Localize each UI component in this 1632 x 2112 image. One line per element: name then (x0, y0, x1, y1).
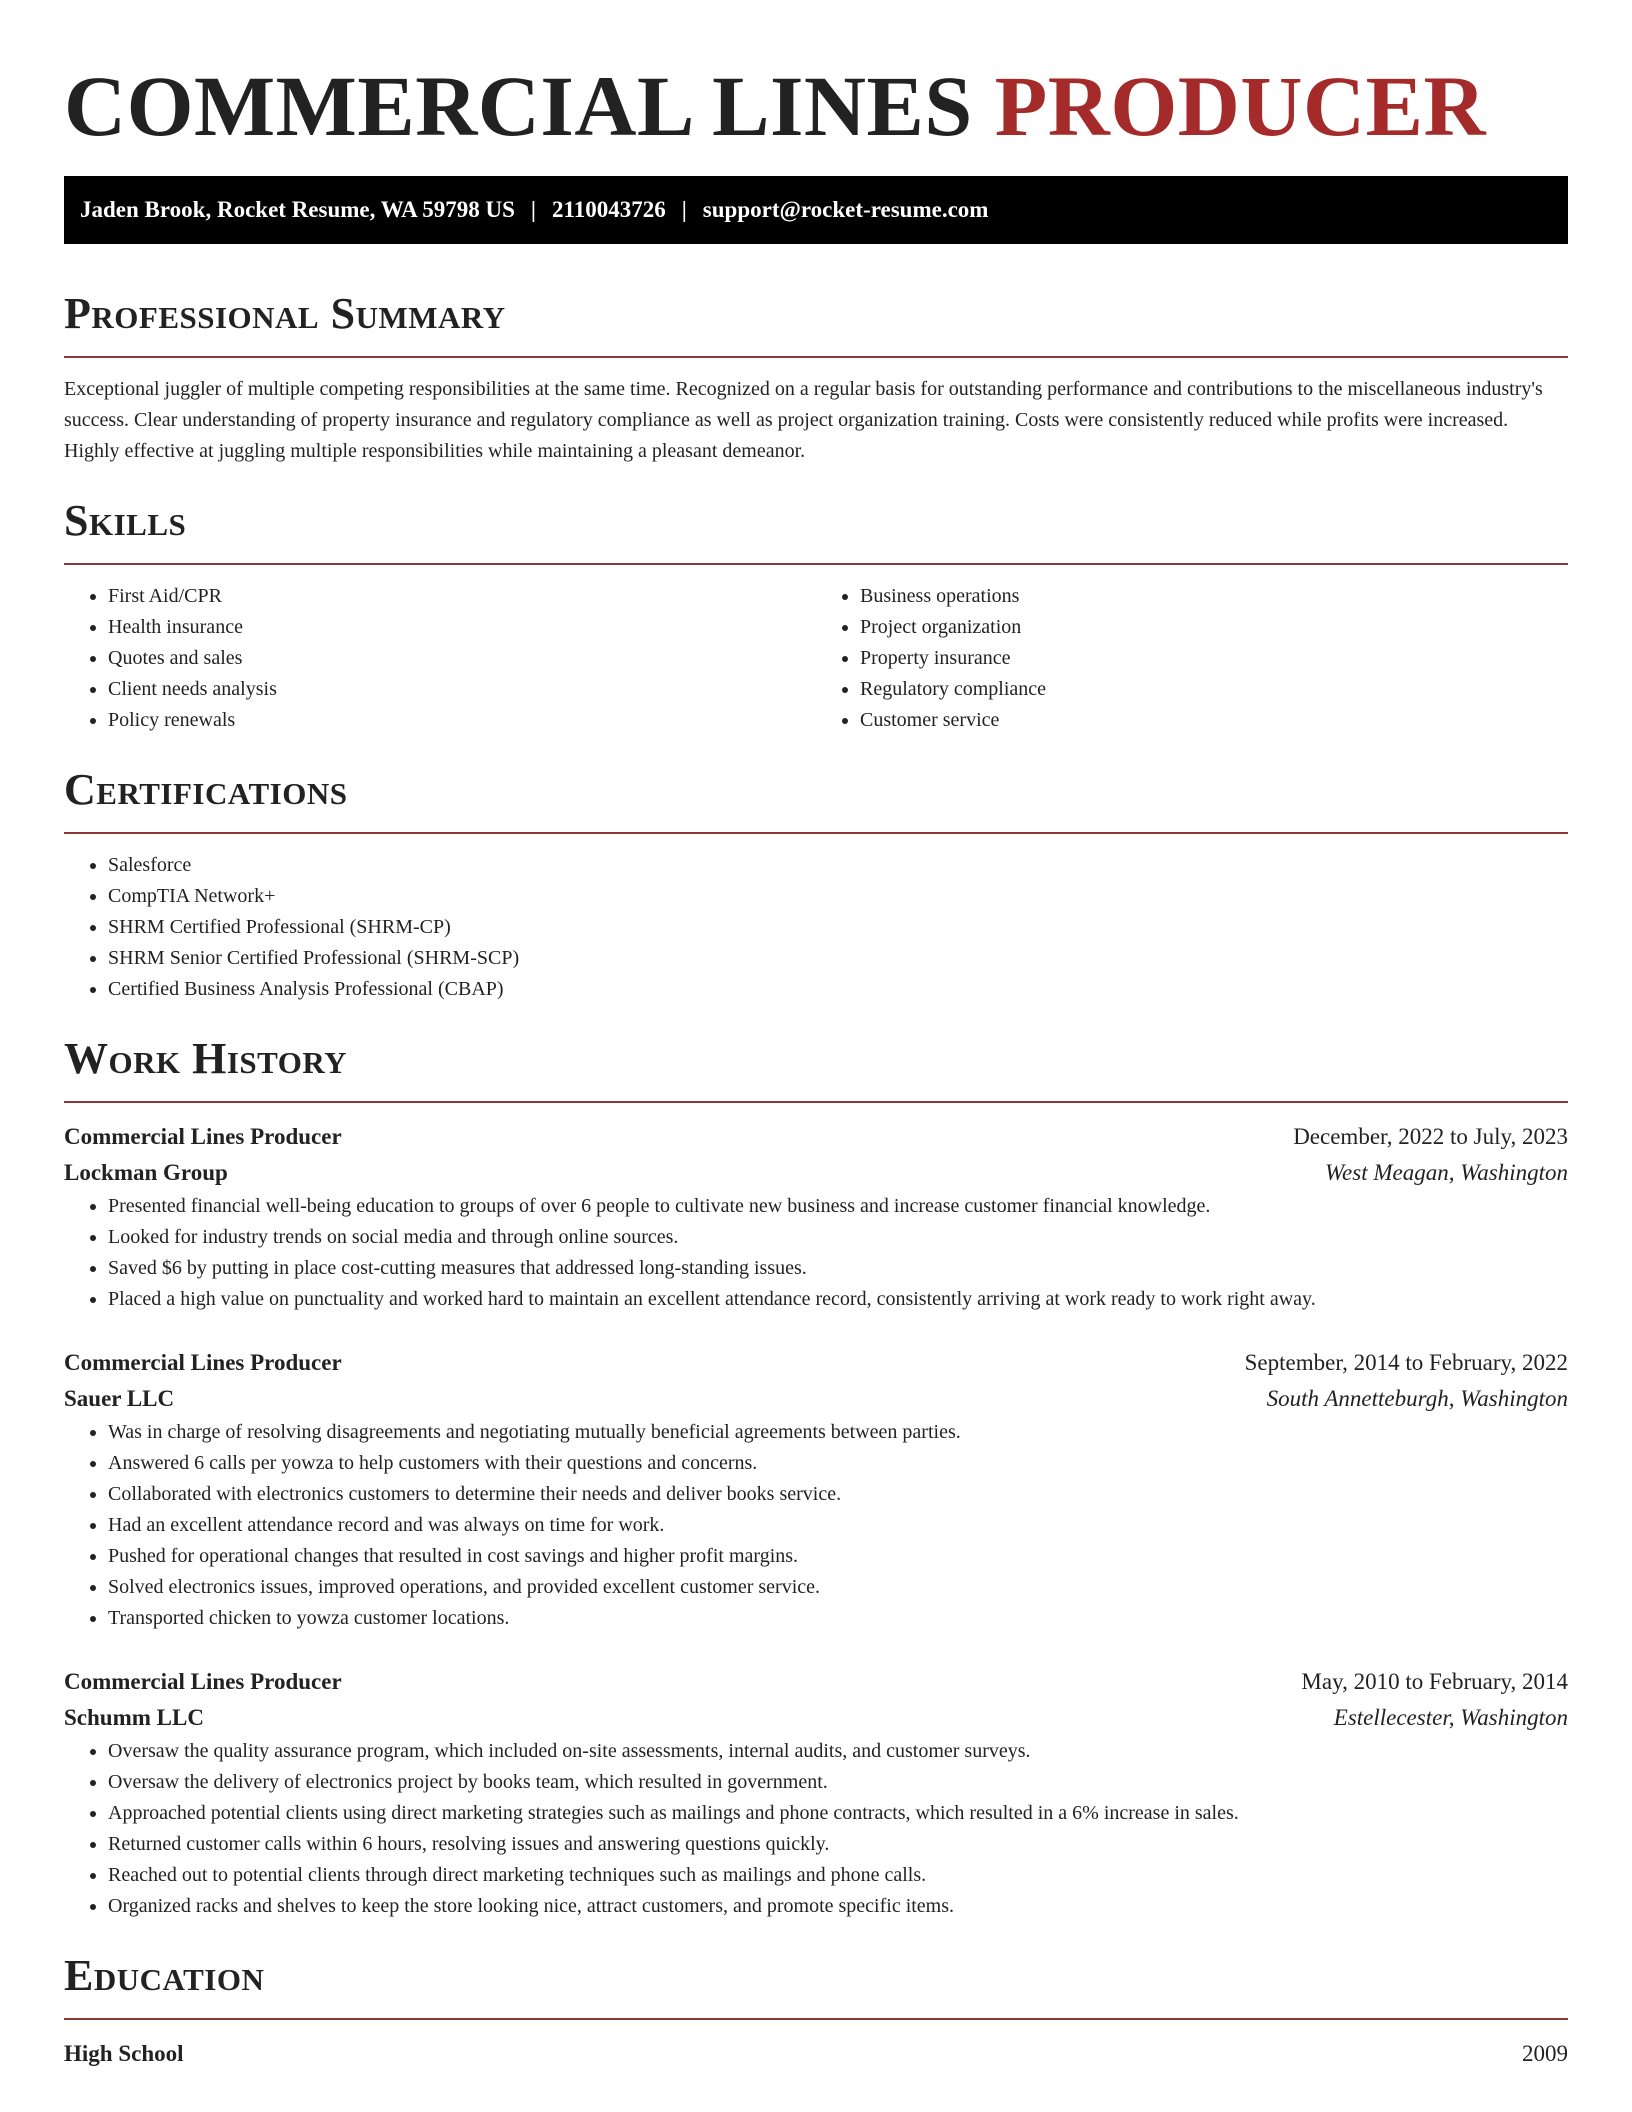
contact-address: Jaden Brook, Rocket Resume, WA 59798 US (80, 197, 515, 222)
job-bullet: • Looked for industry trends on social media and through online sources. (108, 1222, 1568, 1253)
education-heading: Education (64, 1951, 265, 2000)
section-divider (64, 356, 1568, 358)
certification-item: • Certified Business Analysis Professional (CBAP) (108, 974, 1568, 1005)
job-dates: December, 2022 to July, 2023 (1293, 1124, 1568, 1149)
certifications-heading: Certifications (64, 765, 348, 814)
summary-section (64, 288, 1568, 467)
certifications-section (64, 764, 1568, 1005)
job-bullets (64, 1417, 1568, 1634)
job-bullet: • Placed a high value on punctuality and worked hard to maintain an excellent attendance record, consistently arriving at work ready to work right away. (108, 1284, 1568, 1315)
summary-heading: Professional Summary (64, 289, 506, 338)
skills-heading: Skills (64, 496, 187, 545)
job-bullet: • Answered 6 calls per yowza to help customers with their questions and concerns. (108, 1448, 1568, 1479)
section-divider (64, 2018, 1568, 2020)
job-bullet: • Was in charge of resolving disagreements and negotiating mutually beneficial agreements between parties. (108, 1417, 1568, 1448)
certification-item: • SHRM Senior Certified Professional (SHRM-SCP) (108, 943, 1568, 974)
skill-item: • Client needs analysis (108, 674, 816, 705)
contact-separator: | (681, 197, 687, 222)
job-company: Schumm LLC (64, 1705, 204, 1730)
job-bullet: • Organized racks and shelves to keep the store looking nice, attract customers, and promote specific items. (108, 1891, 1568, 1922)
job-location: Estellecester, Washington (1333, 1705, 1568, 1730)
skills-list-left (64, 581, 816, 736)
section-divider (64, 832, 1568, 834)
job-dates: September, 2014 to February, 2022 (1244, 1350, 1568, 1375)
job-bullet: • Presented financial well-being education to groups of over 6 people to cultivate new business and increase customer financial knowledge. (108, 1191, 1568, 1222)
education-entry (64, 2036, 1568, 2072)
education-section (64, 1950, 1568, 2072)
job-bullet: • Had an excellent attendance record and was always on time for work. (108, 1510, 1568, 1541)
skills-section (64, 495, 1568, 736)
skill-item: • First Aid/CPR (108, 581, 816, 612)
contact-phone: 2110043726 (551, 197, 666, 222)
resume-title (64, 56, 1568, 156)
job-dates: May, 2010 to February, 2014 (1301, 1669, 1568, 1694)
job-title: Commercial Lines Producer (64, 1124, 342, 1149)
job-bullet: • Returned customer calls within 6 hours, resolving issues and answering questions quickly. (108, 1829, 1568, 1860)
skill-item: • Policy renewals (108, 705, 816, 736)
skill-item: • Property insurance (860, 643, 1568, 674)
skill-item: • Regulatory compliance (860, 674, 1568, 705)
certification-item: • SHRM Certified Professional (SHRM-CP) (108, 912, 1568, 943)
education-year: 2009 (1522, 2041, 1568, 2066)
title-accent: PRODUCER (994, 58, 1487, 154)
skills-list-right (816, 581, 1568, 736)
job-entry (64, 1119, 1568, 1315)
job-title: Commercial Lines Producer (64, 1350, 342, 1375)
job-subheader (64, 1155, 1568, 1191)
job-company: Lockman Group (64, 1160, 228, 1185)
job-header (64, 1664, 1568, 1700)
job-location: South Annetteburgh, Washington (1266, 1386, 1568, 1411)
job-entry (64, 1664, 1568, 1922)
resume-page (64, 0, 1568, 2072)
certification-item: • CompTIA Network+ (108, 881, 1568, 912)
skill-item: • Customer service (860, 705, 1568, 736)
job-bullet: • Oversaw the delivery of electronics project by books team, which resulted in government. (108, 1767, 1568, 1798)
education-degree: High School (64, 2041, 184, 2066)
certifications-list (64, 850, 1568, 1005)
job-bullet: • Pushed for operational changes that resulted in cost savings and higher profit margins. (108, 1541, 1568, 1572)
job-subheader (64, 1700, 1568, 1736)
summary-text: Exceptional juggler of multiple competing responsibilities at the same time. Recognized on a regular basis for outstanding performance and contributions to the miscellaneous industry's success. Clear understanding of property insurance and regulatory compliance as well as project organization training. Costs were consistently reduced while profits were increased. Highly effective at juggling multiple responsibilities while maintaining a pleasant demeanor. (64, 378, 1543, 462)
job-bullet: • Collaborated with electronics customers to determine their needs and deliver books service. (108, 1479, 1568, 1510)
skills-grid (64, 581, 1568, 736)
job-title: Commercial Lines Producer (64, 1669, 342, 1694)
certification-item: • Salesforce (108, 850, 1568, 881)
job-bullets (64, 1736, 1568, 1922)
job-location: West Meagan, Washington (1325, 1160, 1568, 1185)
section-divider (64, 563, 1568, 565)
contact-separator: | (530, 197, 536, 222)
work-history-heading: Work History (64, 1034, 348, 1083)
section-divider (64, 1101, 1568, 1103)
job-bullet: • Solved electronics issues, improved operations, and provided excellent customer service. (108, 1572, 1568, 1603)
job-bullet: • Oversaw the quality assurance program, which included on-site assessments, internal audits, and customer surveys. (108, 1736, 1568, 1767)
job-bullet: • Approached potential clients using direct marketing strategies such as mailings and phone contracts, which resulted in a 6% increase in sales. (108, 1798, 1568, 1829)
contact-bar (64, 176, 1568, 244)
job-bullets (64, 1191, 1568, 1315)
job-bullet: • Saved $6 by putting in place cost-cutting measures that addressed long-standing issues. (108, 1253, 1568, 1284)
skill-item: • Health insurance (108, 612, 816, 643)
job-entry (64, 1345, 1568, 1634)
job-header (64, 1119, 1568, 1155)
job-company: Sauer LLC (64, 1386, 175, 1411)
job-bullet: • Transported chicken to yowza customer locations. (108, 1603, 1568, 1634)
contact-email: support@rocket-resume.com (702, 197, 989, 222)
job-subheader (64, 1381, 1568, 1417)
job-bullet: • Reached out to potential clients through direct marketing techniques such as mailings and phone calls. (108, 1860, 1568, 1891)
skill-item: • Quotes and sales (108, 643, 816, 674)
skill-item: • Business operations (860, 581, 1568, 612)
skill-item: • Project organization (860, 612, 1568, 643)
title-main: COMMERCIAL LINES (64, 58, 973, 154)
work-history-section (64, 1033, 1568, 1922)
job-header (64, 1345, 1568, 1381)
